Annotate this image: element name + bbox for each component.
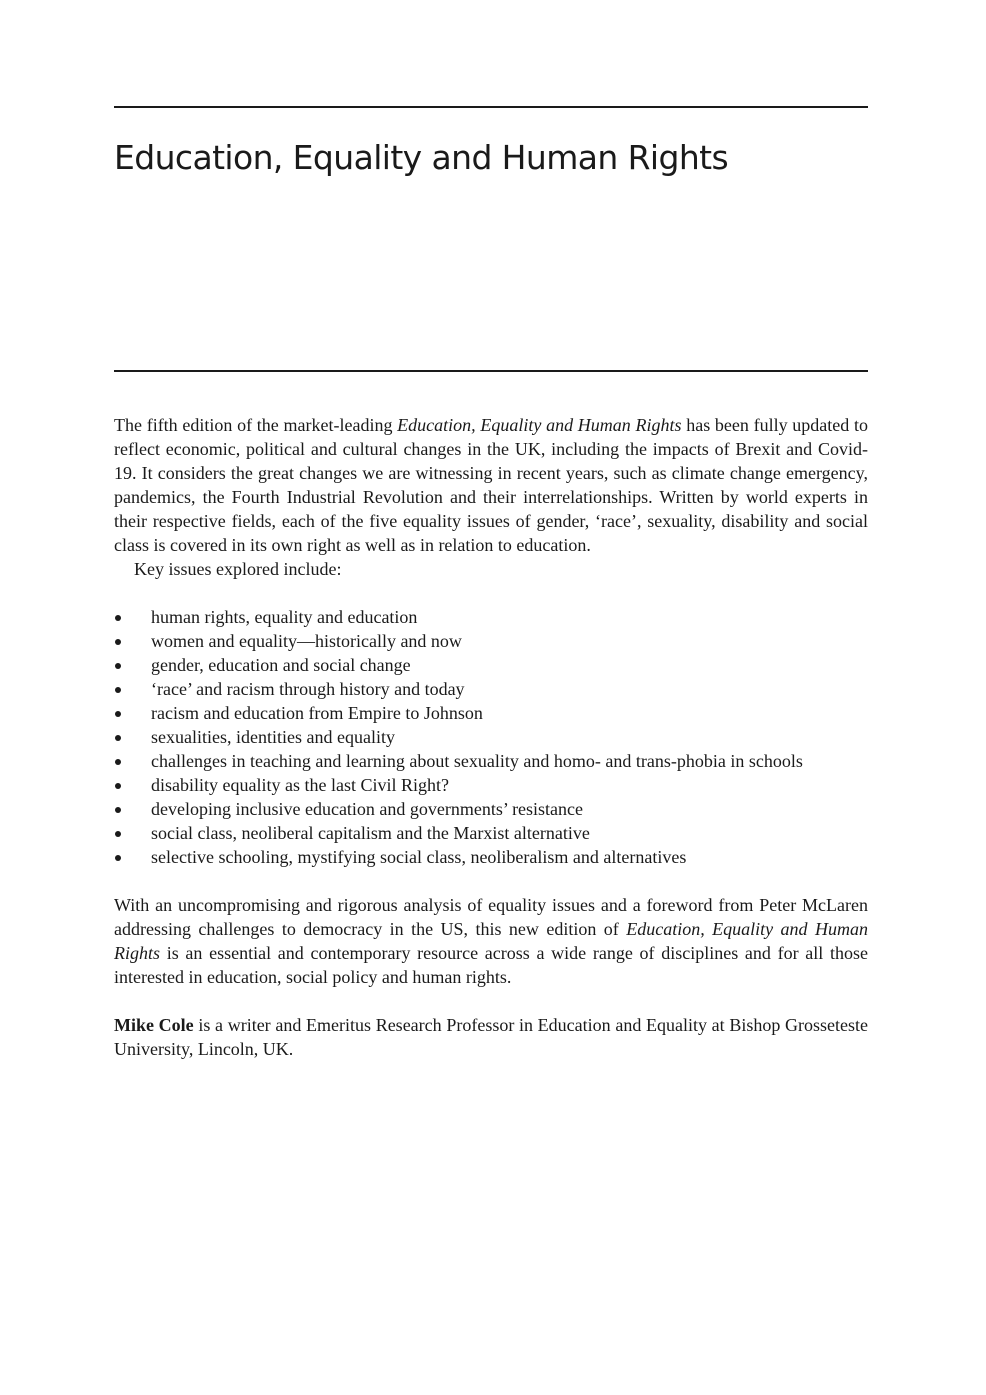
key-issues-heading: Key issues explored include: <box>134 559 342 579</box>
bullet-icon <box>115 735 121 741</box>
list-item-text: human rights, equality and education <box>151 607 418 627</box>
bullet-icon <box>115 639 121 645</box>
intro-text-start: The fifth edition of the market-leading <box>114 415 398 435</box>
bullet-icon <box>115 831 121 837</box>
key-issues-list <box>114 605 868 869</box>
list-item <box>114 653 868 677</box>
list-item <box>114 725 868 749</box>
list-item-text: disability equality as the last Civil Right? <box>151 775 449 795</box>
list-item-text: sexualities, identities and equality <box>151 727 395 747</box>
list-item <box>114 845 868 869</box>
author-name: Mike Cole <box>114 1015 194 1035</box>
page-title: Education, Equality and Human Rights <box>114 138 729 177</box>
intro-book-title: Education, Equality and Human Rights <box>397 415 682 435</box>
bullet-icon <box>115 687 121 693</box>
list-item-text: women and equality—historically and now <box>151 631 462 651</box>
author-bio-text: is a writer and Emeritus Research Professor in Education and Equality at Bishop Grosseteste University, Lincoln, UK. <box>114 1015 869 1059</box>
outro-paragraph <box>114 893 868 989</box>
list-item <box>114 773 868 797</box>
blurb-body <box>114 413 868 1061</box>
list-item <box>114 605 868 629</box>
list-item-text: gender, education and social change <box>151 655 411 675</box>
bullet-icon <box>115 807 121 813</box>
list-item-text: developing inclusive education and governments’ resistance <box>151 799 584 819</box>
outro-book-title: Education, Equality and Human Rights <box>114 919 868 963</box>
bullet-icon <box>115 663 121 669</box>
intro-paragraph <box>114 413 868 557</box>
list-item <box>114 677 868 701</box>
top-rule <box>114 106 868 108</box>
bullet-icon <box>115 615 121 621</box>
outro-text-start: With an uncompromising and rigorous analysis of equality issues and a foreword from Peter McLaren addressing challenges to democracy in the US, this new edition of <box>114 895 868 939</box>
list-item-text: selective schooling, mystifying social class, neoliberalism and alternatives <box>151 847 687 867</box>
author-bio <box>114 1013 868 1061</box>
list-item <box>114 797 868 821</box>
list-item-text: social class, neoliberal capitalism and the Marxist alternative <box>151 823 590 843</box>
list-item-text: ‘race’ and racism through history and today <box>151 679 465 699</box>
bullet-icon <box>115 855 121 861</box>
bullet-icon <box>115 711 121 717</box>
list-item-text: challenges in teaching and learning about sexuality and homo- and trans-phobia in schools <box>151 751 803 771</box>
list-item <box>114 701 868 725</box>
list-item <box>114 629 868 653</box>
bullet-icon <box>115 783 121 789</box>
intro-text-end: has been fully updated to reflect economic, political and cultural changes in the UK, including the impacts of Brexit and Covid-19. It considers the great changes we are witnessing in recent years, such as climate change emergency, pandemics, the Fourth Industrial Revolution and their interrelationships. Written by world experts in their respective fields, each of the five equality issues of gender, ‘race’, sexuality, disability and social class is covered in its own right as well as in relation to education. <box>114 415 869 555</box>
list-item <box>114 821 868 845</box>
list-item-text: racism and education from Empire to Johnson <box>151 703 483 723</box>
bullet-icon <box>115 759 121 765</box>
list-item <box>114 749 868 773</box>
outro-text-end: is an essential and contemporary resource across a wide range of disciplines and for all those interested in education, social policy and human rights. <box>114 943 868 987</box>
bottom-rule <box>114 370 868 372</box>
